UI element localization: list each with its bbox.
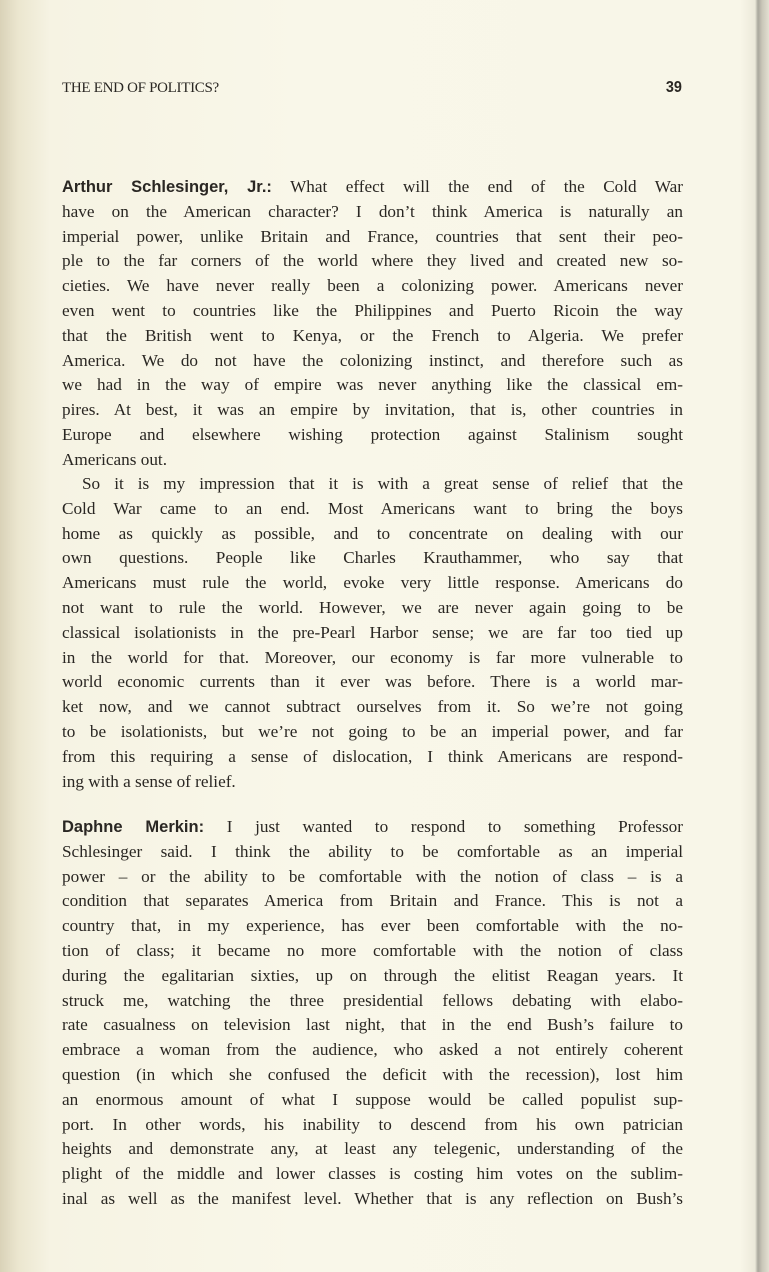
text-line [62, 889, 683, 914]
line-text: even went to countries like the Philippines and Puerto Ricoin the way [62, 300, 683, 320]
line-text: that the British went to Kenya, or the French to Algeria. We prefer [62, 325, 683, 345]
line-text: in the world for that. Moreover, our economy is far more vulnerable to [62, 647, 683, 667]
page-number: 39 [666, 79, 683, 96]
text-line [62, 200, 683, 225]
text-line [62, 939, 683, 964]
text-line [62, 546, 683, 571]
text-line [62, 249, 683, 274]
text-line [62, 373, 683, 398]
line-text: ing with a sense of relief. [62, 771, 236, 791]
text-line [62, 745, 683, 770]
running-title: THE END OF POLITICS? [62, 80, 219, 96]
line-text: world economic currents than it ever was before. There is a world mar- [62, 672, 683, 692]
line-text: embrace a woman from the audience, who asked a not entirely coherent [62, 1040, 683, 1060]
running-header [62, 80, 683, 100]
text-line [62, 720, 683, 745]
text-line [62, 596, 683, 621]
line-text: question (in which she confused the deficit with the recession), lost him [62, 1064, 683, 1084]
line-text: condition that separates America from Britain and France. This is not a [62, 891, 683, 911]
line-text: power – or the ability to be comfortable with the notion of class – is a [62, 866, 683, 886]
text-line [62, 398, 683, 423]
line-text: struck me, watching the three presidential fellows debating with elabo- [62, 990, 683, 1010]
line-text: inal as well as the manifest level. Whether that is any reflection on Bush’s [62, 1188, 683, 1208]
text-line [62, 497, 683, 522]
line-text: Cold War came to an end. Most Americans want to bring the boys [62, 498, 683, 518]
line-text: to be isolationists, but we’re not going to be an imperial power, and far [62, 721, 683, 741]
text-line [62, 324, 683, 349]
text-line [62, 1162, 683, 1187]
line-text: not want to rule the world. However, we are never again going to be [62, 597, 683, 617]
line-text: America. We do not have the colonizing instinct, and therefore such as [62, 350, 683, 370]
paragraph-merkin [62, 815, 683, 1212]
text-line [62, 989, 683, 1014]
line-text: port. In other words, his inability to descend from his own patrician [62, 1114, 683, 1134]
text-line [62, 815, 683, 840]
text-line [62, 914, 683, 939]
line-text: plight of the middle and lower classes is costing him votes on the sublim- [62, 1164, 683, 1184]
line-text: imperial power, unlike Britain and France, countries that sent their peo- [62, 226, 683, 246]
line-text: heights and demonstrate any, at least any telegenic, understanding of the [62, 1139, 683, 1159]
text-line [62, 670, 683, 695]
text-line [62, 522, 683, 547]
text-line [62, 695, 683, 720]
line-text: we had in the way of empire was never anything like the classical em- [62, 375, 683, 395]
line-text: cieties. We have never really been a colonizing power. Americans never [62, 276, 683, 296]
line-text: Europe and elsewhere wishing protection against Stalinism sought [62, 424, 683, 444]
line-text: from this requiring a sense of dislocation, I think Americans are respond- [62, 746, 683, 766]
text-line [62, 448, 683, 473]
text-line [62, 964, 683, 989]
line-text: ple to the far corners of the world where they lived and created new so- [62, 251, 683, 271]
line-text: rate casualness on television last night, that in the end Bush’s failure to [62, 1015, 683, 1035]
paragraph-schlesinger [62, 175, 683, 473]
line-text: Americans out. [62, 449, 168, 469]
line-text: What effect will the end of the Cold War [271, 177, 683, 196]
text-line [62, 423, 683, 448]
line-text: ket now, and we cannot subtract ourselves from it. So we’re not going [62, 697, 683, 717]
line-text: an enormous amount of what I suppose would be called populist sup- [62, 1089, 683, 1109]
line-text: tion of class; it became no more comfortable with the notion of class [62, 940, 683, 960]
speaker-name: Daphne Merkin: [62, 818, 205, 836]
text-line [62, 299, 683, 324]
text-line [62, 1113, 683, 1138]
text-line [62, 349, 683, 374]
line-text: during the egalitarian sixties, up on through the elitist Reagan years. It [62, 965, 683, 985]
line-text: Schlesinger said. I think the ability to be comfortable as an imperial [62, 841, 683, 861]
text-line [62, 1013, 683, 1038]
text-line [62, 770, 683, 795]
text-line [62, 274, 683, 299]
text-line [62, 472, 683, 497]
text-line [62, 175, 683, 200]
text-line [62, 1137, 683, 1162]
text-line [62, 1038, 683, 1063]
line-text: Americans must rule the world, evoke very little response. Americans do [62, 573, 683, 593]
text-line [62, 1088, 683, 1113]
text-line [62, 865, 683, 890]
paragraph-schlesinger-continued [62, 472, 683, 794]
text-line [62, 225, 683, 250]
text-line [62, 1063, 683, 1088]
text-line [62, 646, 683, 671]
speaker-name: Arthur Schlesinger, Jr.: [62, 178, 272, 196]
line-text: home as quickly as possible, and to concentrate on dealing with our [62, 523, 683, 543]
text-line [62, 621, 683, 646]
text-line [62, 1187, 683, 1212]
line-text: I just wanted to respond to something Professor [204, 817, 683, 836]
line-text: country that, in my experience, has ever been comfortable with the no- [62, 916, 683, 936]
line-text: own questions. People like Charles Krauthammer, who say that [62, 548, 683, 568]
text-line [62, 571, 683, 596]
line-text: pires. At best, it was an empire by invitation, that is, other countries in [62, 400, 683, 420]
text-line [62, 840, 683, 865]
line-text: So it is my impression that it is with a great sense of relief that the [82, 474, 683, 493]
line-text: have on the American character? I don’t think America is naturally an [62, 201, 683, 221]
line-text: classical isolationists in the pre-Pearl Harbor sense; we are far too tied up [62, 622, 683, 642]
